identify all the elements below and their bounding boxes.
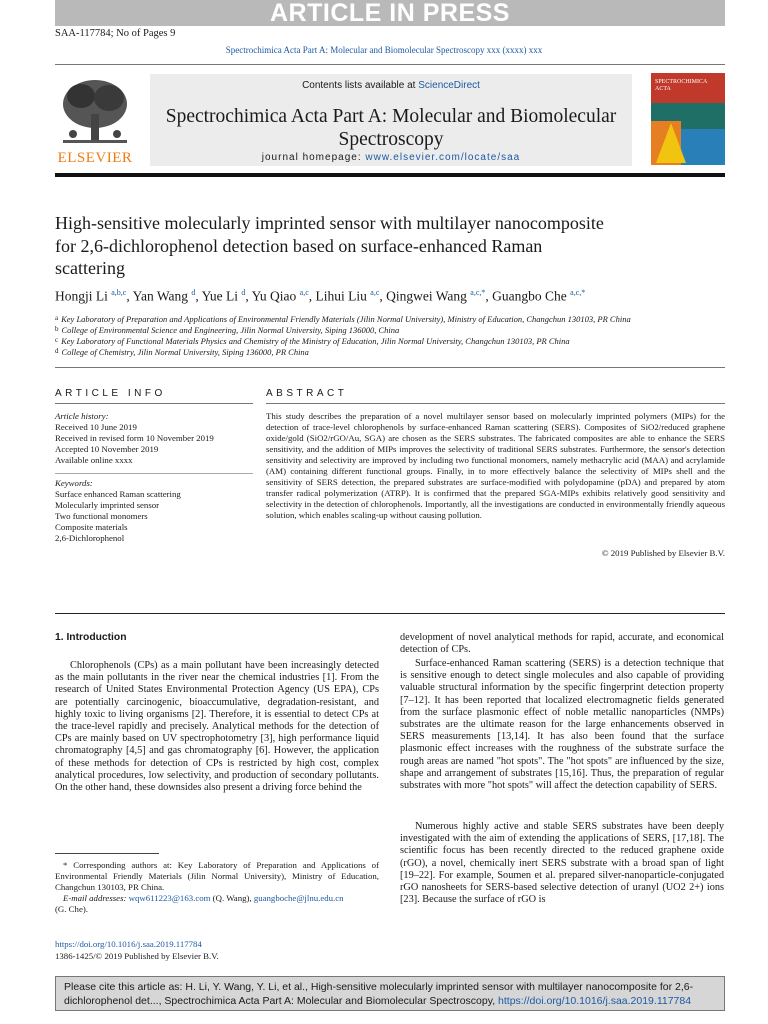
affiliation: $^c$ Key Laboratory of Functional Materials Physics and Chemistry of the Ministry of Education, Jilin Normal University, Changchun 130103, PR China	[55, 336, 570, 346]
keyword: Surface enhanced Raman scattering	[55, 489, 181, 499]
intro-right-paragraph: Surface-enhanced Raman scattering (SERS) is a detection technique that is sensitive enough to detect single molecules and also capable of providing valuable structural information by the specific fingerprint detection property [7–12]. It has been reported that localized electromagnetic fields generated from the surface plasmonic effect of noble metallic nanoparticles (NMPs) substrates are the ultimate reason for the large enhancements observed in SERS measurements [13,14]. It has also been found that the surface plasmonic effect increases with the roughness of the substrate surface the rough areas are named "hot spots". The "hot spots" are influenced by the size, shape and arrangement of substrates [15,16]. Thus, the preparation of regular substrates with more "hot spots" will affect the detection capability of SERS.	[400, 658, 724, 792]
article-info-heading: ARTICLE INFO	[55, 388, 166, 399]
author-affiliation[interactable]: a,c,*	[570, 288, 586, 297]
paper-title: High-sensitive molecularly imprinted sensor with multilayer nanocomposite for 2,6-dichlorophenol detection based on surface-enhanced Raman scattering	[55, 213, 604, 278]
author: Guangbo Che	[492, 288, 567, 304]
email-line	[55, 893, 379, 904]
author: Qingwei Wang	[386, 288, 467, 304]
homepage-url[interactable]: www.elsevier.com/locate/saa	[365, 152, 521, 163]
affiliation: $^a$ Key Laboratory of Preparation and Applications of Environmental Friendly Materials (Jilin Normal University), Ministry of Education, Changchun 130103, PR China	[55, 314, 631, 324]
author-affiliation[interactable]: a,c	[370, 288, 380, 297]
article-history	[55, 411, 255, 466]
author-affiliation[interactable]: a,b,c	[111, 288, 127, 297]
intro-right-paragraph: Numerous highly active and stable SERS substrates have been deeply investigated with the aim of extending the applications of SERS, [17,18]. The scientific focus has been recently directed to the reduced graphene oxide (rGO), a novel, chemically inert SERS substrate with a broad span of light [19–22]. For example, Soumen et al. prepared silver-nanoparticle-conjugated rGO nanosheets for SERS-based selective detection of uranyl (UO2 2+) ions [23]. Because the surface of rGO is	[400, 821, 724, 906]
author-affiliation[interactable]: d	[241, 288, 246, 297]
author: Yan Wang	[132, 288, 189, 304]
journal-homepage	[150, 152, 632, 163]
email-who: (G. Che).	[55, 904, 88, 914]
email-label: E-mail addresses:	[63, 893, 127, 903]
history-item: Available online xxxx	[55, 455, 133, 465]
footnote-rule	[55, 853, 159, 854]
affiliation: $^b$ College of Environmental Science and Engineering, Jilin Normal University, Siping 136000, China	[55, 325, 400, 335]
author-affiliation[interactable]: d	[191, 288, 196, 297]
keyword: Composite materials	[55, 522, 128, 532]
email-link-che[interactable]: guangboche@jlnu.edu.cn	[253, 893, 344, 903]
keyword: Two functional monomers	[55, 511, 148, 521]
history-item: Received in revised form 10 November 2019	[55, 433, 214, 443]
contents-line	[150, 80, 632, 91]
doi-block	[55, 939, 219, 962]
keyword: 2,6-Dichlorophenol	[55, 533, 125, 543]
elsevier-wordmark: ELSEVIER	[57, 150, 133, 166]
abstract-bottom-rule	[55, 613, 725, 614]
author-list: Hongji Li $^{a,b,c}$, Yan Wang $^d$, Yue Li $^d$, Yu Qiao $^{a,c}$, Lihui Liu $^{a,c}$, Qingwei Wang $^{a,c,*}$, Guangbo Che $^{a,c,*}$	[55, 288, 586, 304]
issn-line: 1386-1425/© 2019 Published by Elsevier B.V.	[55, 950, 219, 961]
article-info-rule	[55, 403, 253, 404]
keywords-label: Keywords:	[55, 478, 93, 488]
email-who: (Q. Wang),	[212, 893, 252, 903]
abstract-text: This study describes the preparation of a novel multilayer sensor based on molecularly imprinted polymers (MIPs) for the detection of trace-level chlorophenols by surface-enhanced Raman scattering (SERS). Composites of SiO2/reduced graphene oxide/gold (SiO2/rGO/Au, SGA) are chosen as the SERS substrates. The fabricated composites are able to enhance the SERS sensitivity, and the addition of MIPs improves the selectivity of traditional SERS substrates. Furthermore, the sensor's detection sensitivity and selectivity are improved by including two functional monomers, namely methacrylic acid (MAA) and acrylamide (AM) containing different functional groups. Finally, in to more effectively balance the selectivity of MIPs shell and the sensitivity of SERS detection, the prepared substrates are surface-modified with polydopamine (pDA) and prepared by atom transfer radical polymerization (ATRP). It is confirmed that the prepared SGA-MIPs exhibits relatively good sensitivity and selectivity in the detection of chlorophenols. Importantly, all the investigations are conducted in environmentally friendly aqueous solution, which enables scaling-up without causing pollution.	[266, 411, 725, 520]
author: Yue Li	[201, 288, 239, 304]
corresponding-footnote	[55, 860, 379, 915]
homepage-prefix: journal homepage:	[261, 152, 366, 163]
sciencedirect-link[interactable]: ScienceDirect	[418, 80, 480, 91]
affiliation: $^d$ College of Chemistry, Jilin Normal University, Siping 136000, PR China	[55, 347, 309, 357]
keywords	[55, 478, 255, 544]
abstract-rule	[266, 403, 725, 404]
author-affiliation[interactable]: a,c	[299, 288, 309, 297]
article-in-press-banner: ARTICLE IN PRESS	[55, 0, 725, 26]
citation-doi-link[interactable]: https://doi.org/10.1016/j.saa.2019.117784	[498, 995, 692, 1007]
journal-cover-image	[651, 73, 725, 165]
intro-left-paragraph: Chlorophenols (CPs) as a main pollutant have been increasingly detected as the main pollutants in the river near the chemical industries [1]. From the research of United States Environmental Protection Agency (US EPA), CPs are potentially carcinogenic, bioaccumulative, degradation-resistant, and highly toxic to living organisms [2]. Therefore, it is essential to detect CPs at the trace-level rapidly and precisely. Analytical methods for the detection of CPs are mainly based on UV spectrophotometry [3], high performance liquid chromatography [4,5] and gas chromatography [6]. However, the application of these methods for detection of CPs is restricted by high cost, complex analytical procedures, low selectivity, and production of secondary pollutants. On the other hand, these downsides also present a driving force behind the	[55, 660, 379, 794]
contents-prefix: Contents lists available at	[302, 80, 419, 91]
cover-title: SPECTROCHIMICA ACTA	[655, 79, 708, 92]
abstract-copyright: © 2019 Published by Elsevier B.V.	[601, 548, 725, 558]
doi-link[interactable]: https://doi.org/10.1016/j.saa.2019.117784	[55, 939, 202, 949]
author-affiliation[interactable]: a,c,*	[470, 288, 486, 297]
history-item: Received 10 June 2019	[55, 422, 137, 432]
affiliation-rule	[55, 367, 725, 368]
intro-right-paragraph-continued: development of novel analytical methods for rapid, accurate, and economical detection of CPs.	[400, 632, 724, 656]
history-item: Accepted 10 November 2019	[55, 444, 159, 454]
keywords-rule	[55, 473, 253, 474]
citation-box	[55, 976, 725, 1011]
header-rule	[55, 64, 725, 65]
history-label: Article history:	[55, 411, 109, 421]
header-thick-rule	[55, 173, 725, 177]
citation-text: Please cite this article as: H. Li, Y. Wang, Y. Li, et al., High-sensitive molecularly imprinted sensor with multilayer nanocomposite for 2,6-dichlorophenol det..., Spectrochimica Acta Part A: Molecular and Biomolecular Spectroscopy,	[64, 981, 694, 1007]
article-id: SAA-117784; No of Pages 9	[55, 28, 176, 39]
keyword: Molecularly imprinted sensor	[55, 500, 160, 510]
author: Hongji Li	[55, 288, 108, 304]
abstract-heading: ABSTRACT	[266, 388, 348, 399]
author: Yu Qiao	[251, 288, 297, 304]
corresponding-text: * Corresponding authors at: Key Laboratory of Preparation and Applications of Environmental Friendly Materials (Jilin Normal University), Ministry of Education, Changchun 130103, PR China.	[55, 860, 379, 892]
intro-heading: 1. Introduction	[55, 632, 127, 643]
journal-citation-link[interactable]: Spectrochimica Acta Part A: Molecular and Biomolecular Spectroscopy xxx (xxxx) xxx	[225, 45, 543, 55]
journal-title: Spectrochimica Acta Part A: Molecular and Biomolecular Spectroscopy	[165, 106, 617, 150]
email-link-wang[interactable]: wqw611223@163.com	[128, 893, 211, 903]
author: Lihui Liu	[315, 288, 367, 304]
